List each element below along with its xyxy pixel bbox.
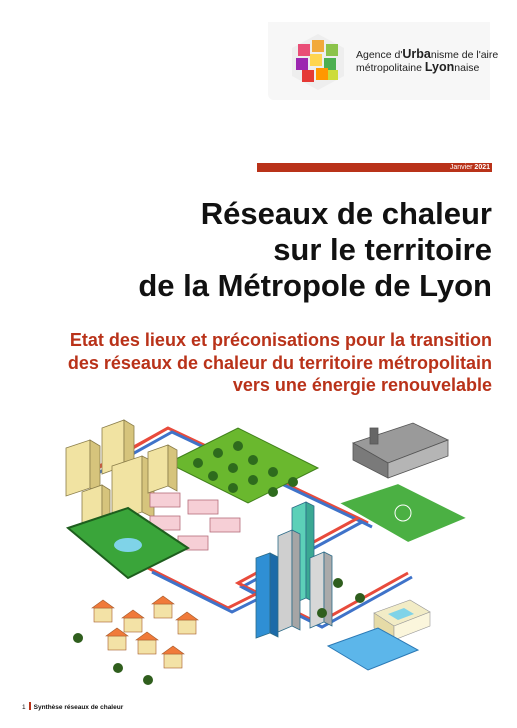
title-line: de la Métropole de Lyon <box>138 268 492 303</box>
subtitle-line: Etat des lieux et préconisations pour la transition <box>69 330 492 350</box>
footer-label: Synthèse réseaux de chaleur <box>33 704 124 711</box>
agency-logo <box>268 22 499 100</box>
footer-bar <box>29 702 31 710</box>
document-title <box>92 196 492 304</box>
district-heating-illustration <box>38 408 498 698</box>
cube-logo-icon <box>288 32 348 92</box>
title-line: sur le territoire <box>273 232 492 267</box>
page-number: 1 <box>22 704 26 711</box>
industrial-plant <box>353 423 448 478</box>
title-line: Réseaux de chaleur <box>200 196 492 231</box>
agency-name: Agence d'Urbanisme de l'aire métropolitaine Lyonnaise <box>356 47 499 74</box>
football-pitch <box>338 483 468 543</box>
small-houses <box>92 596 198 668</box>
document-subtitle <box>2 329 492 397</box>
subtitle-line: des réseaux de chaleur du territoire métropolitain <box>67 352 492 373</box>
publication-date: Janvier 2021 <box>449 164 490 171</box>
page-footer <box>22 702 123 711</box>
subtitle-line: vers une énergie renouvelable <box>232 375 492 395</box>
